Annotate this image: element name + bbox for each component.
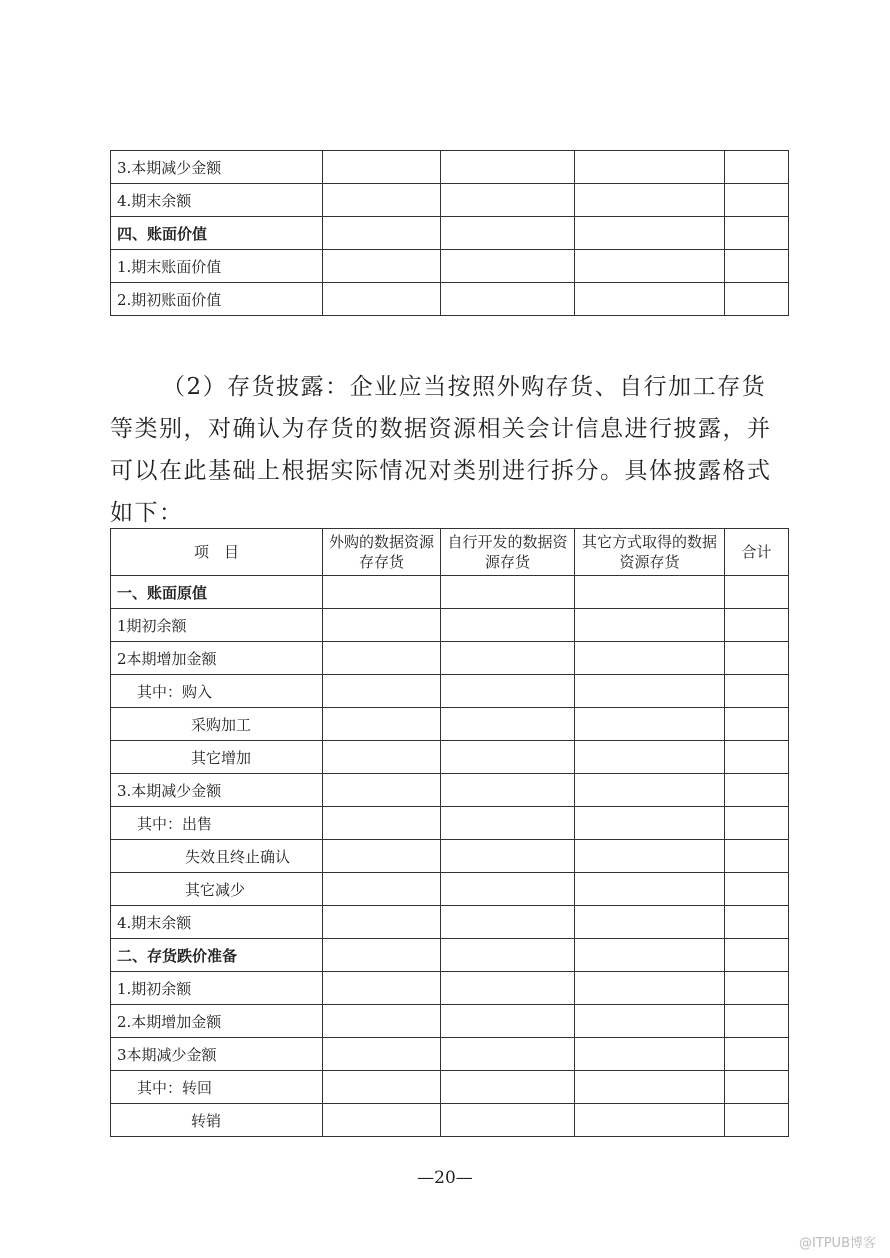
table-cell bbox=[725, 576, 789, 609]
table-row bbox=[111, 283, 789, 316]
table-cell bbox=[725, 675, 789, 708]
table-row bbox=[111, 807, 789, 840]
table-cell bbox=[441, 873, 575, 906]
table-cell bbox=[575, 184, 725, 217]
table-cell bbox=[441, 807, 575, 840]
table-row bbox=[111, 184, 789, 217]
table-cell bbox=[575, 609, 725, 642]
table-cell bbox=[725, 840, 789, 873]
table-cell bbox=[725, 873, 789, 906]
table-cell bbox=[323, 1005, 441, 1038]
header-total: 合计 bbox=[725, 529, 789, 576]
header-purchased: 外购的数据资源存存货 bbox=[323, 529, 441, 576]
table-cell bbox=[575, 576, 725, 609]
table-cell bbox=[725, 906, 789, 939]
row-label: 失效且终止确认 bbox=[111, 840, 323, 873]
table-cell bbox=[441, 184, 575, 217]
table-cell bbox=[441, 741, 575, 774]
table-row bbox=[111, 708, 789, 741]
table-row bbox=[111, 873, 789, 906]
table-cell bbox=[441, 906, 575, 939]
table-cell bbox=[323, 906, 441, 939]
row-label: 3.本期减少金额 bbox=[111, 151, 323, 184]
row-label: 2.期初账面价值 bbox=[111, 283, 323, 316]
table-cell bbox=[323, 939, 441, 972]
table-row bbox=[111, 1104, 789, 1137]
table-cell bbox=[323, 1038, 441, 1071]
row-label: 1.期初余额 bbox=[111, 972, 323, 1005]
row-label: 2本期增加金额 bbox=[111, 642, 323, 675]
table-row bbox=[111, 741, 789, 774]
table-cell bbox=[575, 807, 725, 840]
table-cell bbox=[725, 807, 789, 840]
table-cell bbox=[575, 283, 725, 316]
table-cell bbox=[725, 184, 789, 217]
table-cell bbox=[575, 675, 725, 708]
table-cell bbox=[323, 283, 441, 316]
table-cell bbox=[323, 1071, 441, 1104]
header-other: 其它方式取得的数据资源存货 bbox=[575, 529, 725, 576]
row-label: 3.本期减少金额 bbox=[111, 774, 323, 807]
table-cell bbox=[323, 972, 441, 1005]
table-row bbox=[111, 972, 789, 1005]
table-cell bbox=[323, 741, 441, 774]
table-row bbox=[111, 217, 789, 250]
table-cell bbox=[725, 774, 789, 807]
header-item: 项 目 bbox=[111, 529, 323, 576]
table-cell bbox=[323, 184, 441, 217]
table-cell bbox=[725, 217, 789, 250]
table-cell bbox=[725, 1038, 789, 1071]
table-cell bbox=[323, 840, 441, 873]
table-cell bbox=[725, 708, 789, 741]
table-cell bbox=[441, 1038, 575, 1071]
row-label: 二、存货跌价准备 bbox=[111, 939, 323, 972]
table-row bbox=[111, 675, 789, 708]
table-cell bbox=[725, 609, 789, 642]
table-cell bbox=[323, 642, 441, 675]
table-cell bbox=[323, 250, 441, 283]
table-cell bbox=[575, 840, 725, 873]
row-label: 其中：购入 bbox=[111, 675, 323, 708]
row-label: 4.期末余额 bbox=[111, 906, 323, 939]
table-cell bbox=[575, 939, 725, 972]
table-cell bbox=[441, 1104, 575, 1137]
table-cell bbox=[575, 1071, 725, 1104]
table-row bbox=[111, 642, 789, 675]
row-label: 采购加工 bbox=[111, 708, 323, 741]
table-cell bbox=[441, 708, 575, 741]
table-cell bbox=[725, 741, 789, 774]
row-label: 4.期末余额 bbox=[111, 184, 323, 217]
table-cell bbox=[575, 1005, 725, 1038]
table-cell bbox=[725, 283, 789, 316]
table-cell bbox=[725, 250, 789, 283]
table-cell bbox=[575, 1104, 725, 1137]
table-row bbox=[111, 774, 789, 807]
table-row bbox=[111, 609, 789, 642]
table-cell bbox=[441, 283, 575, 316]
table-cell bbox=[575, 741, 725, 774]
table-row bbox=[111, 151, 789, 184]
table-cell bbox=[323, 708, 441, 741]
table-cell bbox=[441, 151, 575, 184]
row-label: 其它减少 bbox=[111, 873, 323, 906]
table-cell bbox=[575, 873, 725, 906]
row-label: 其中：出售 bbox=[111, 807, 323, 840]
row-label: 四、账面价值 bbox=[111, 217, 323, 250]
table-cell bbox=[725, 151, 789, 184]
table-cell bbox=[441, 250, 575, 283]
table-cell bbox=[575, 151, 725, 184]
table-cell bbox=[441, 939, 575, 972]
row-label: 其中：转回 bbox=[111, 1071, 323, 1104]
table-cell bbox=[575, 774, 725, 807]
table-row bbox=[111, 1071, 789, 1104]
row-label: 转销 bbox=[111, 1104, 323, 1137]
page-number: —20— bbox=[417, 1168, 473, 1188]
table-cell bbox=[441, 609, 575, 642]
table-row bbox=[111, 939, 789, 972]
table-row bbox=[111, 576, 789, 609]
table-cell bbox=[575, 708, 725, 741]
table-cell bbox=[441, 576, 575, 609]
table-cell bbox=[575, 642, 725, 675]
row-label: 1.期末账面价值 bbox=[111, 250, 323, 283]
table-cell bbox=[725, 1104, 789, 1137]
table-cell bbox=[323, 609, 441, 642]
table-cell bbox=[575, 906, 725, 939]
row-label: 1期初余额 bbox=[111, 609, 323, 642]
table-cell bbox=[441, 972, 575, 1005]
table-row bbox=[111, 250, 789, 283]
row-label: 其它增加 bbox=[111, 741, 323, 774]
table-cell bbox=[323, 217, 441, 250]
row-label: 2.本期增加金额 bbox=[111, 1005, 323, 1038]
table-cell bbox=[575, 250, 725, 283]
book-value-table bbox=[110, 150, 789, 316]
inventory-disclosure-table bbox=[110, 528, 789, 1137]
table-header-row bbox=[111, 529, 789, 576]
table-cell bbox=[575, 217, 725, 250]
table-row bbox=[111, 1005, 789, 1038]
table-row bbox=[111, 840, 789, 873]
row-label: 3本期减少金额 bbox=[111, 1038, 323, 1071]
header-self-developed: 自行开发的数据资源存货 bbox=[441, 529, 575, 576]
table-cell bbox=[323, 151, 441, 184]
table-cell bbox=[323, 1104, 441, 1137]
table-cell bbox=[725, 939, 789, 972]
table-cell bbox=[725, 642, 789, 675]
table-row bbox=[111, 906, 789, 939]
table-cell bbox=[323, 774, 441, 807]
table-cell bbox=[441, 840, 575, 873]
table-cell bbox=[441, 774, 575, 807]
watermark: @ITPUB博客 bbox=[798, 1236, 876, 1251]
table-cell bbox=[441, 1005, 575, 1038]
table-cell bbox=[725, 1005, 789, 1038]
table-cell bbox=[441, 675, 575, 708]
table-cell bbox=[575, 972, 725, 1005]
table-cell bbox=[725, 1071, 789, 1104]
table-cell bbox=[441, 1071, 575, 1104]
table-cell bbox=[441, 217, 575, 250]
table-cell bbox=[323, 873, 441, 906]
table-cell bbox=[575, 1038, 725, 1071]
row-label: 一、账面原值 bbox=[111, 576, 323, 609]
table-cell bbox=[323, 576, 441, 609]
table-cell bbox=[725, 972, 789, 1005]
table-cell bbox=[323, 807, 441, 840]
table-cell bbox=[323, 675, 441, 708]
table-cell bbox=[441, 642, 575, 675]
table-row bbox=[111, 1038, 789, 1071]
inventory-disclosure-paragraph: （2）存货披露：企业应当按照外购存货、自行加工存货等类别，对确认为存货的数据资源相关会计信息进行披露，并可以在此基础上根据实际情况对类别进行拆分。具体披露格式如下： bbox=[110, 374, 772, 526]
